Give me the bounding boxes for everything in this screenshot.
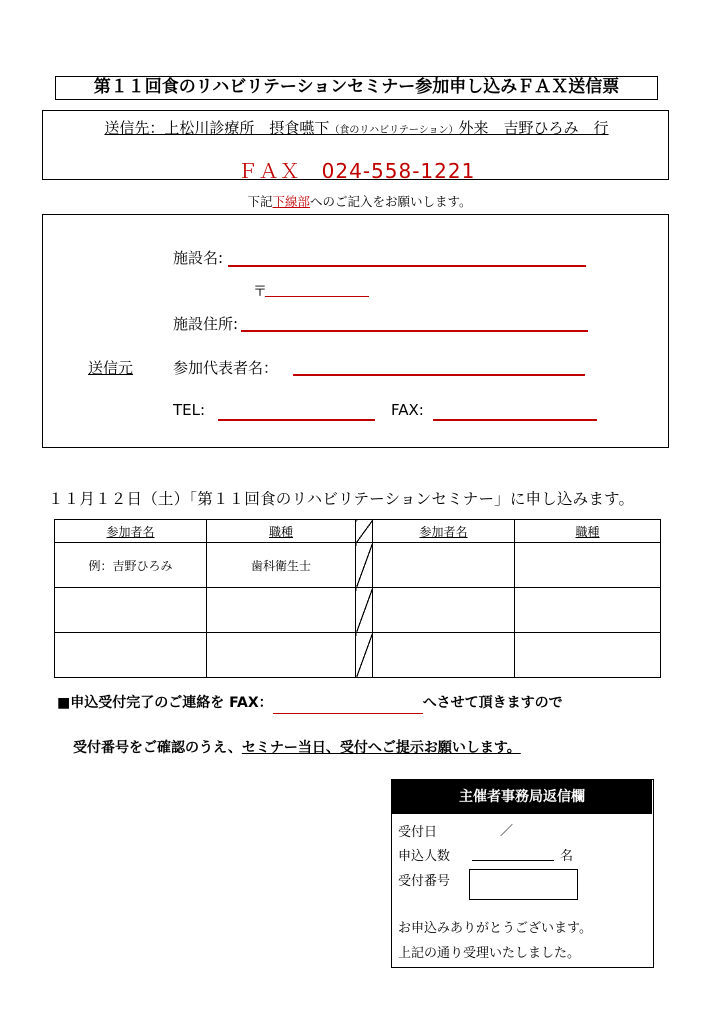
facility-address-label: 施設住所: bbox=[173, 315, 239, 333]
form-title: 第１１回食のリハビリテーションセミナー参加申し込みＦＡＸ送信票 bbox=[55, 76, 658, 100]
table-cell[interactable] bbox=[55, 588, 207, 633]
instruction-note bbox=[0, 192, 719, 210]
destination-prefix: 送信先：上松川診療所 摂食嚥下 bbox=[104, 119, 330, 137]
thanks-text: お申込みありがとうございます。 bbox=[398, 921, 592, 936]
header-occupation-2: 職種 bbox=[515, 520, 661, 543]
fax-field[interactable] bbox=[433, 419, 597, 421]
table-cell[interactable] bbox=[515, 543, 661, 588]
note-before: 下記 bbox=[247, 194, 273, 209]
header-occupation: 職種 bbox=[207, 520, 356, 543]
destination-small: （食のリハビリテーション） bbox=[329, 125, 459, 136]
header-participant-name: 参加者名 bbox=[55, 520, 207, 543]
receipt-number-label: 受付番号 bbox=[398, 874, 451, 889]
contact-prefix: ■申込受付完了のご連絡を FAX： bbox=[57, 695, 273, 711]
table-cell[interactable]: 歯科衛生士 bbox=[207, 543, 356, 588]
received-date-label: 受付日 bbox=[398, 825, 438, 840]
facility-name-label: 施設名: bbox=[173, 249, 224, 267]
note-after: へのご記入をお願いします。 bbox=[310, 194, 472, 209]
table-row bbox=[55, 543, 661, 588]
table-divider bbox=[356, 520, 373, 543]
facility-address-field[interactable] bbox=[241, 330, 588, 332]
tel-label: TEL: bbox=[173, 401, 206, 419]
table-cell[interactable]: 例：吉野ひろみ bbox=[55, 543, 207, 588]
table-cell[interactable] bbox=[373, 633, 515, 678]
people-unit: 名 bbox=[560, 849, 574, 864]
fax-label: FAX: bbox=[391, 401, 424, 419]
applicants-field[interactable] bbox=[472, 860, 554, 861]
table-cell[interactable] bbox=[207, 633, 356, 678]
table-cell[interactable] bbox=[373, 543, 515, 588]
destination-suffix: 外来 吉野ひろみ 行 bbox=[458, 119, 609, 137]
contact-line-2 bbox=[73, 737, 521, 757]
table-cell[interactable] bbox=[207, 588, 356, 633]
table-cell[interactable] bbox=[373, 588, 515, 633]
sender-label: 送信元 bbox=[88, 359, 134, 377]
participant-table bbox=[54, 519, 661, 678]
postal-mark: 〒 bbox=[253, 284, 267, 300]
contact-line2-underlined: セミナー当日、受付へご提示お願いします。 bbox=[241, 740, 521, 756]
application-announcement: １１月１２日（土）「第１１回食のリハビリテーションセミナー」に申し込みます。 bbox=[48, 490, 635, 508]
representative-label: 参加代表者名： bbox=[173, 359, 279, 377]
destination-box bbox=[42, 110, 669, 183]
table-cell[interactable] bbox=[55, 633, 207, 678]
note-highlight: 下線部 bbox=[272, 194, 310, 209]
contact-line-1 bbox=[57, 692, 563, 714]
header-participant-name-2: 参加者名 bbox=[373, 520, 515, 543]
postal-code-field[interactable] bbox=[265, 296, 369, 297]
table-divider bbox=[356, 543, 373, 588]
table-cell[interactable] bbox=[515, 588, 661, 633]
date-slash: ／ bbox=[500, 824, 514, 839]
receipt-number-box[interactable] bbox=[469, 869, 578, 900]
table-row bbox=[55, 588, 661, 633]
contact-line2-prefix: 受付番号をご確認のうえ、 bbox=[73, 740, 242, 756]
table-cell[interactable] bbox=[515, 633, 661, 678]
table-divider bbox=[356, 633, 373, 678]
table-divider bbox=[356, 588, 373, 633]
representative-field[interactable] bbox=[293, 374, 585, 376]
applicants-label: 申込人数 bbox=[398, 849, 451, 864]
contact-suffix: へさせて頂きますので bbox=[422, 695, 563, 711]
destination-fax: ＦＡＸ 024-558-1221 bbox=[237, 159, 476, 183]
accepted-text: 上記の通り受理いたしました。 bbox=[398, 946, 581, 961]
sender-form bbox=[42, 214, 669, 448]
table-row bbox=[55, 633, 661, 678]
facility-name-field[interactable] bbox=[228, 265, 586, 267]
office-reply-header: 主催者事務局返信欄 bbox=[392, 780, 652, 814]
table-header-row bbox=[55, 520, 661, 543]
office-reply-box bbox=[391, 779, 654, 968]
destination-line bbox=[43, 117, 670, 138]
tel-field[interactable] bbox=[218, 419, 375, 421]
contact-fax-field[interactable] bbox=[273, 697, 423, 714]
